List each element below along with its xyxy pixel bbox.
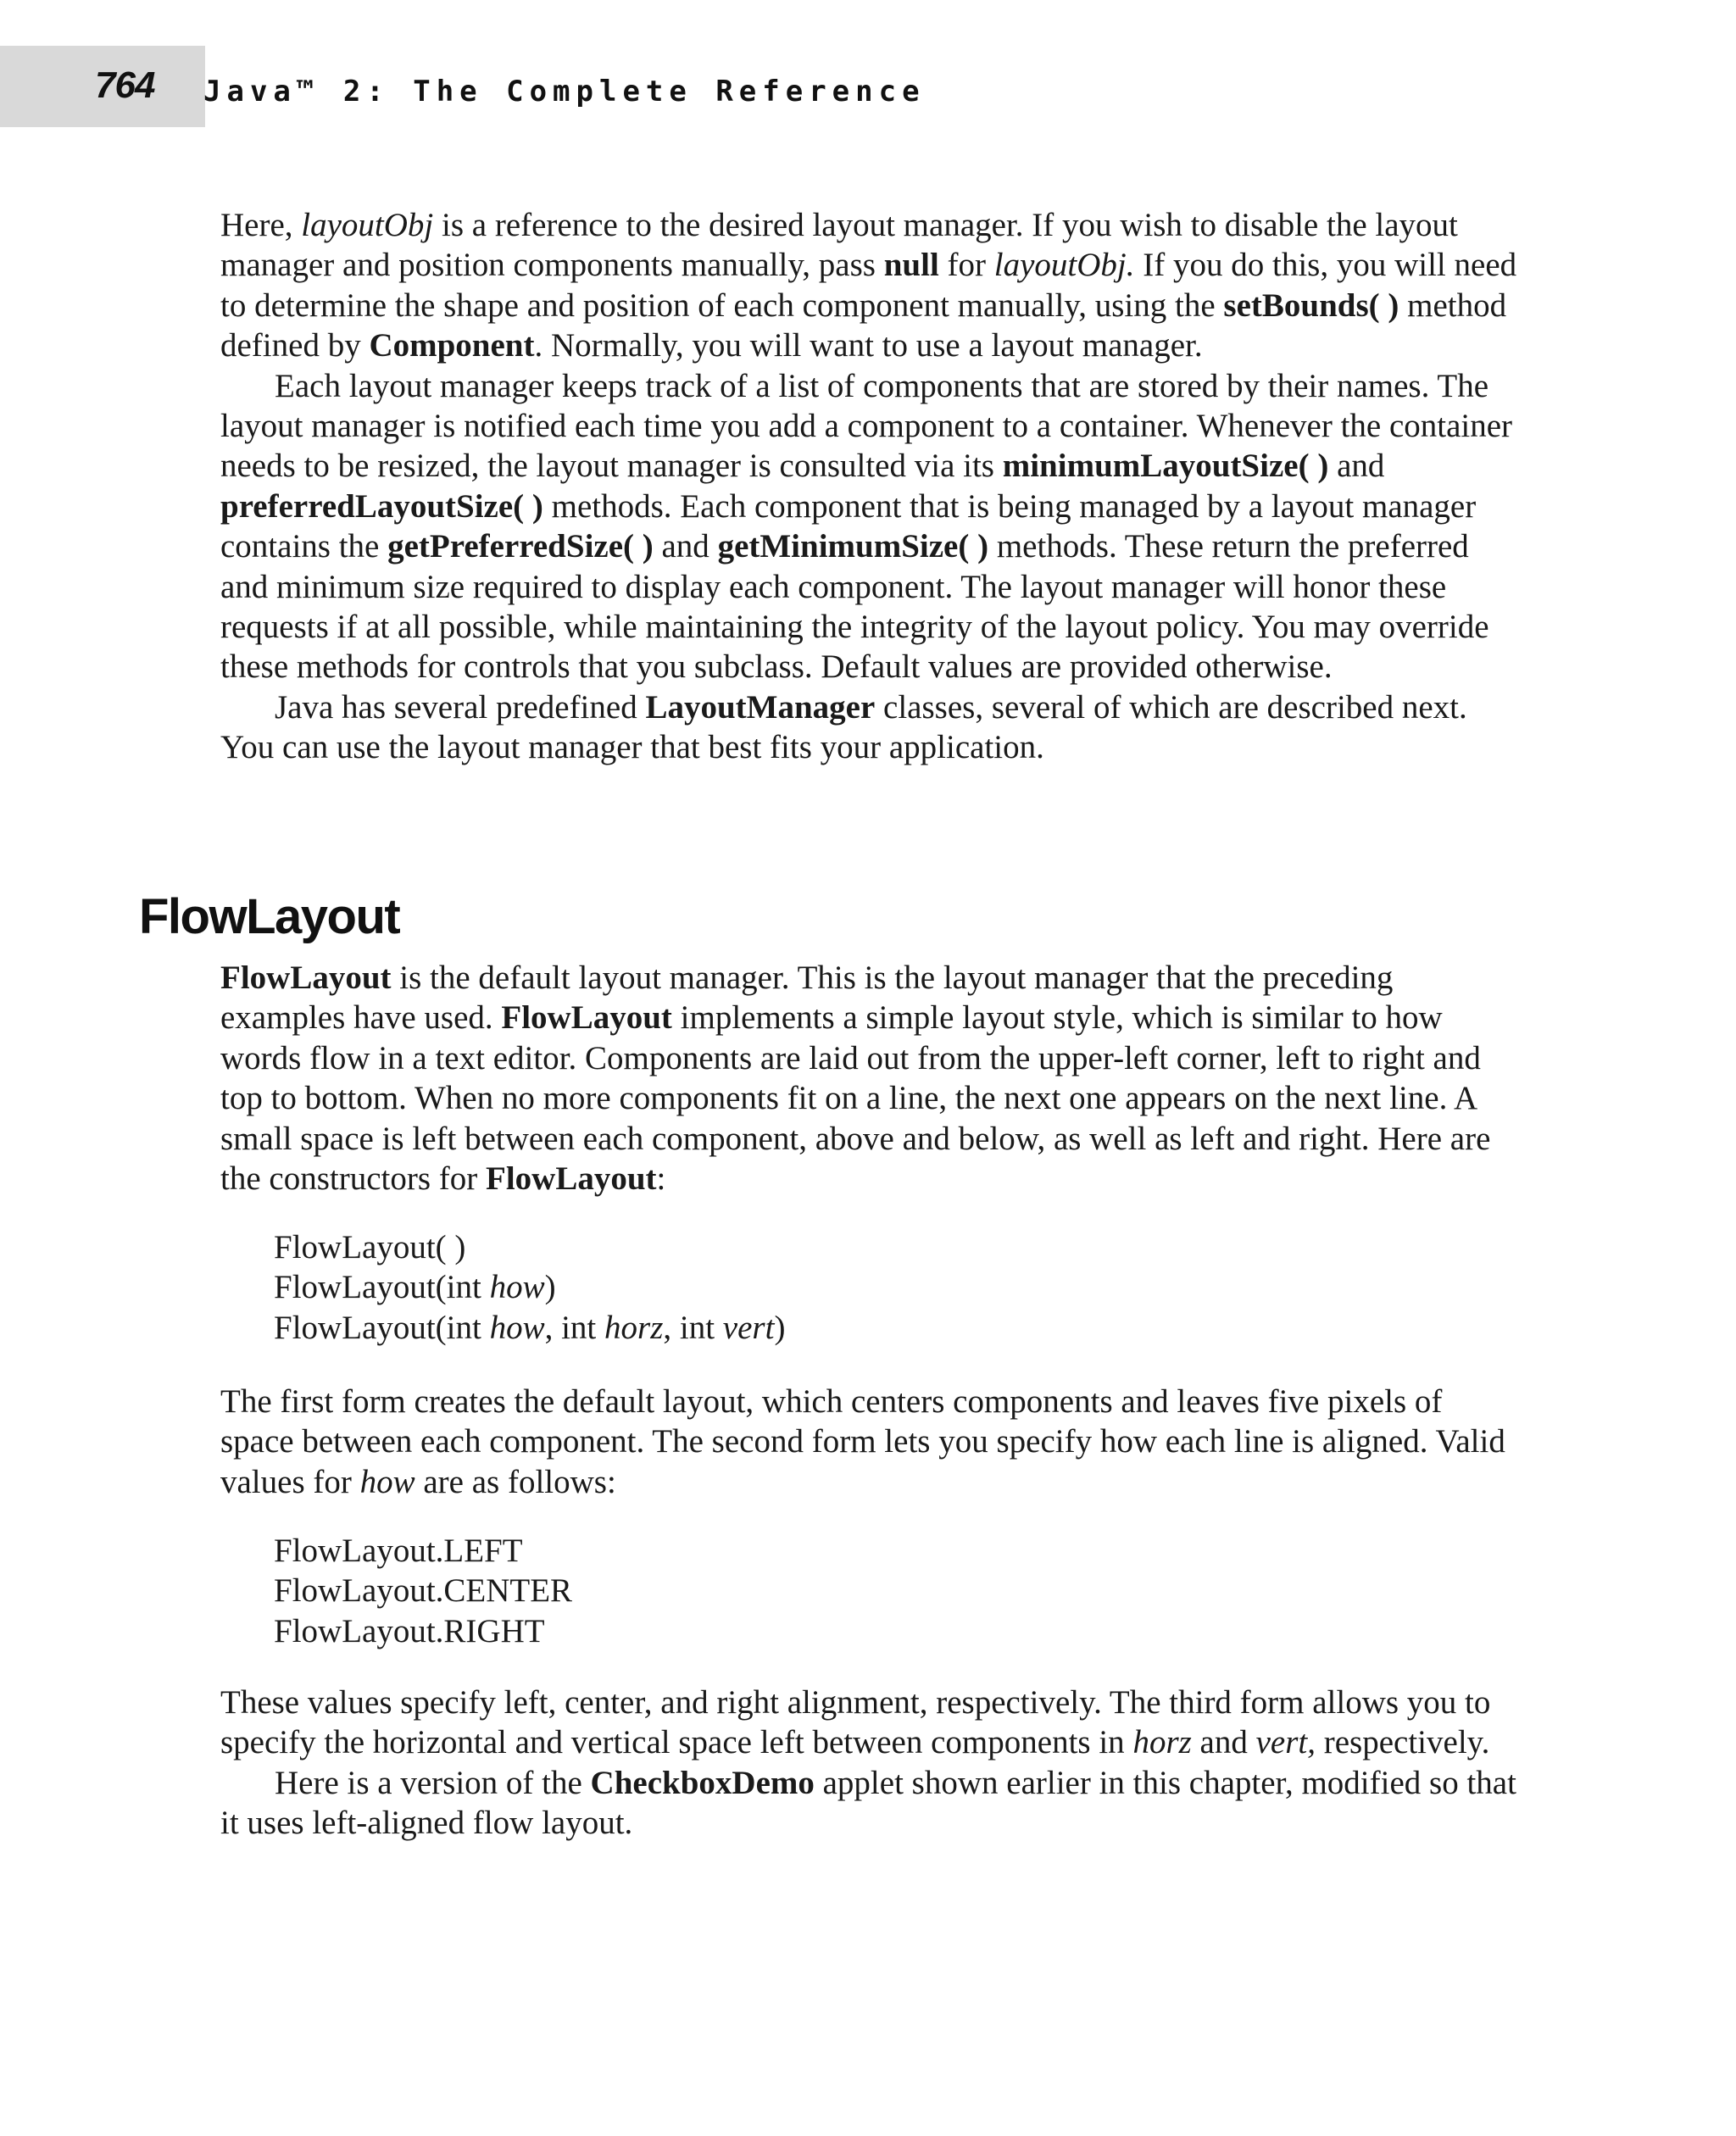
bold-term: getMinimumSize( ) [717,528,989,565]
paragraph [220,366,1517,687]
text-run: , int [544,1309,605,1346]
bold-term: CheckboxDemo [590,1764,815,1801]
text-run: Here is a version of the [275,1764,591,1801]
closing-paragraphs [220,1683,1517,1844]
intro-section [220,205,1517,768]
text-run: FlowLayout(int [274,1269,490,1306]
bold-term: FlowLayout [501,999,672,1037]
italic-term: how [359,1463,415,1500]
bold-term: LayoutManager [645,688,876,726]
italic-term: vert, [1255,1724,1316,1761]
italic-term: layoutObj. [993,247,1135,284]
text-run: and [653,528,718,565]
text-run: These values specify left, center, and right alignment, respectively. The third form allows you to specify the horizontal and vertical space left between components in [220,1684,1491,1761]
text-run: classes, several of which are described next. You can use the layout manager that best fits your application. [220,688,1467,766]
text-run: applet shown earlier in this chapter, modified so that it uses left-aligned flow layout. [220,1764,1516,1842]
constructor-line [274,1227,785,1267]
italic-term: horz [604,1309,664,1346]
text-run: is a reference to the desired layout manager. If you wish to disable the layout manager and position components manually, pass [220,207,1458,284]
bold-term: FlowLayout [486,1160,657,1198]
running-head: Java™ 2: The Complete Reference [203,75,926,108]
text-run: implements a simple layout style, which is similar to how words flow in a text editor. Components are laid out from the upper-left corner, left to right and top to bottom. When no more components fit on a line, the next one appears on the next line. A small space is left between each component, above and below, as well as left and right. Here are the constructors for [220,999,1491,1198]
text-run: FlowLayout(int [274,1309,490,1346]
text-run: is the default layout manager. This is the layout manager that the preceding examples have used. [220,960,1394,1037]
text-run: ) [544,1269,556,1306]
bold-term: setBounds( ) [1223,286,1399,324]
alignment-value: FlowLayout.LEFT [274,1532,523,1569]
italic-term: how [489,1309,545,1346]
text-run: FlowLayout( ) [274,1229,466,1265]
paragraph [220,1683,1517,1763]
paragraph [220,1763,1517,1844]
paragraph [220,687,1517,768]
alignment-values [274,1531,572,1651]
bold-term: getPreferredSize( ) [387,528,654,565]
text-run: Java has several predefined [275,688,646,726]
text-run: If you do this, you will need to determine the shape and position of each component manually, using the [220,247,1517,324]
flowlayout-intro [220,958,1517,1199]
alignment-paragraph [220,1382,1517,1502]
text-run: , int [663,1309,723,1346]
alignment-value: FlowLayout.RIGHT [274,1612,545,1649]
constructor-line [274,1267,785,1307]
section-heading: FlowLayout [139,889,400,944]
italic-term: horz [1132,1724,1192,1761]
bold-term: null [883,247,939,284]
italic-term: vert [722,1309,775,1346]
italic-term: how [489,1269,545,1306]
paragraph [220,958,1517,1199]
text-run: Here, [220,207,302,243]
bold-term: minimumLayoutSize( ) [1002,448,1329,485]
text-run: Each layout manager keeps track of a list of components that are stored by their names. The layout manager is notified each time you add a component to a container. Whenever the container needs to be resized, the layout manager is consulted via its [220,367,1513,485]
constructor-line [274,1308,785,1348]
italic-term: layoutObj [301,207,434,243]
text-run: The first form creates the default layout, which centers components and leaves five pixels of space between each component. The second form lets you specify how each line is aligned. Valid values for [220,1383,1505,1500]
paragraph [220,1382,1517,1502]
text-run: methods. Each component that is being managed by a layout manager contains the [220,487,1477,565]
text-run: method defined by [220,286,1507,364]
bold-term: preferredLayoutSize( ) [220,487,543,525]
page-number: 764 [95,64,155,106]
text-run: for [938,247,994,284]
text-run: are as follows: [415,1463,616,1500]
constructor-list [274,1227,785,1348]
paragraph [220,205,1517,366]
alignment-value: FlowLayout.CENTER [274,1572,573,1610]
text-run: and [1328,448,1385,485]
text-run: . Normally, you will want to use a layout manager. [534,327,1203,364]
text-run: : [656,1160,666,1198]
text-run: respectively. [1316,1724,1490,1761]
bold-term: Component [369,327,535,364]
text-run: and [1191,1724,1256,1761]
text-run: ) [774,1309,786,1346]
bold-term: FlowLayout [220,960,392,996]
text-run: methods. These return the preferred and minimum size required to display each component. The layout manager will honor these requests if at all possible, while maintaining the integrity of the layout policy. You may override these methods for controls that you subclass. Default values are provided otherwise. [220,528,1489,686]
